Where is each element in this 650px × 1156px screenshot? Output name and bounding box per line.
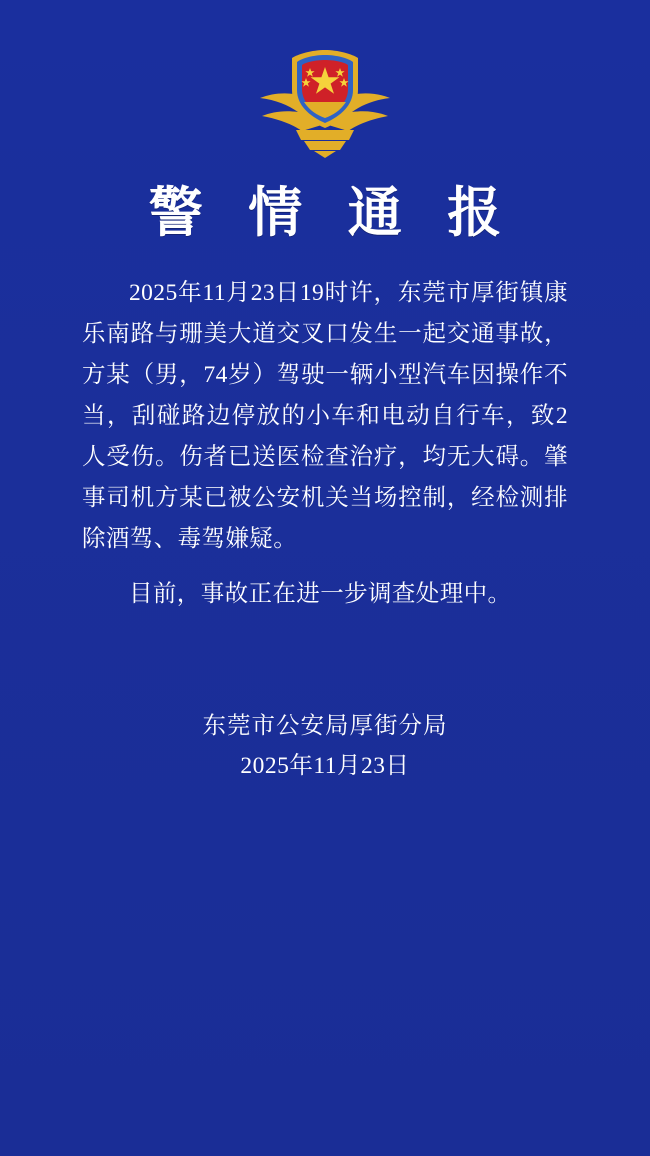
notice-body	[82, 273, 568, 615]
china-police-emblem-icon	[254, 46, 396, 158]
page-title: 警 情 通 报	[148, 183, 518, 243]
emblem-container	[0, 0, 650, 158]
signature-organization: 东莞市公安局厚街分局	[202, 713, 448, 739]
signature-date: 2025年11月23日	[240, 753, 410, 779]
notice-paragraph-1: 2025年11月23日19时许，东莞市厚街镇康乐南路与珊美大道交叉口发生一起交通事故，方某（男，74岁）驾驶一辆小型汽车因操作不当，刮碰路边停放的小车和电动自行车，致2人受伤。伤者已送医检查治疗，均无大碍。肇事司机方某已被公安机关当场控制，经检测排除酒驾、毒驾嫌疑。	[82, 280, 568, 553]
notice-paragraph-2: 目前，事故正在进一步调查处理中。	[129, 581, 512, 608]
signature-block	[0, 706, 650, 786]
